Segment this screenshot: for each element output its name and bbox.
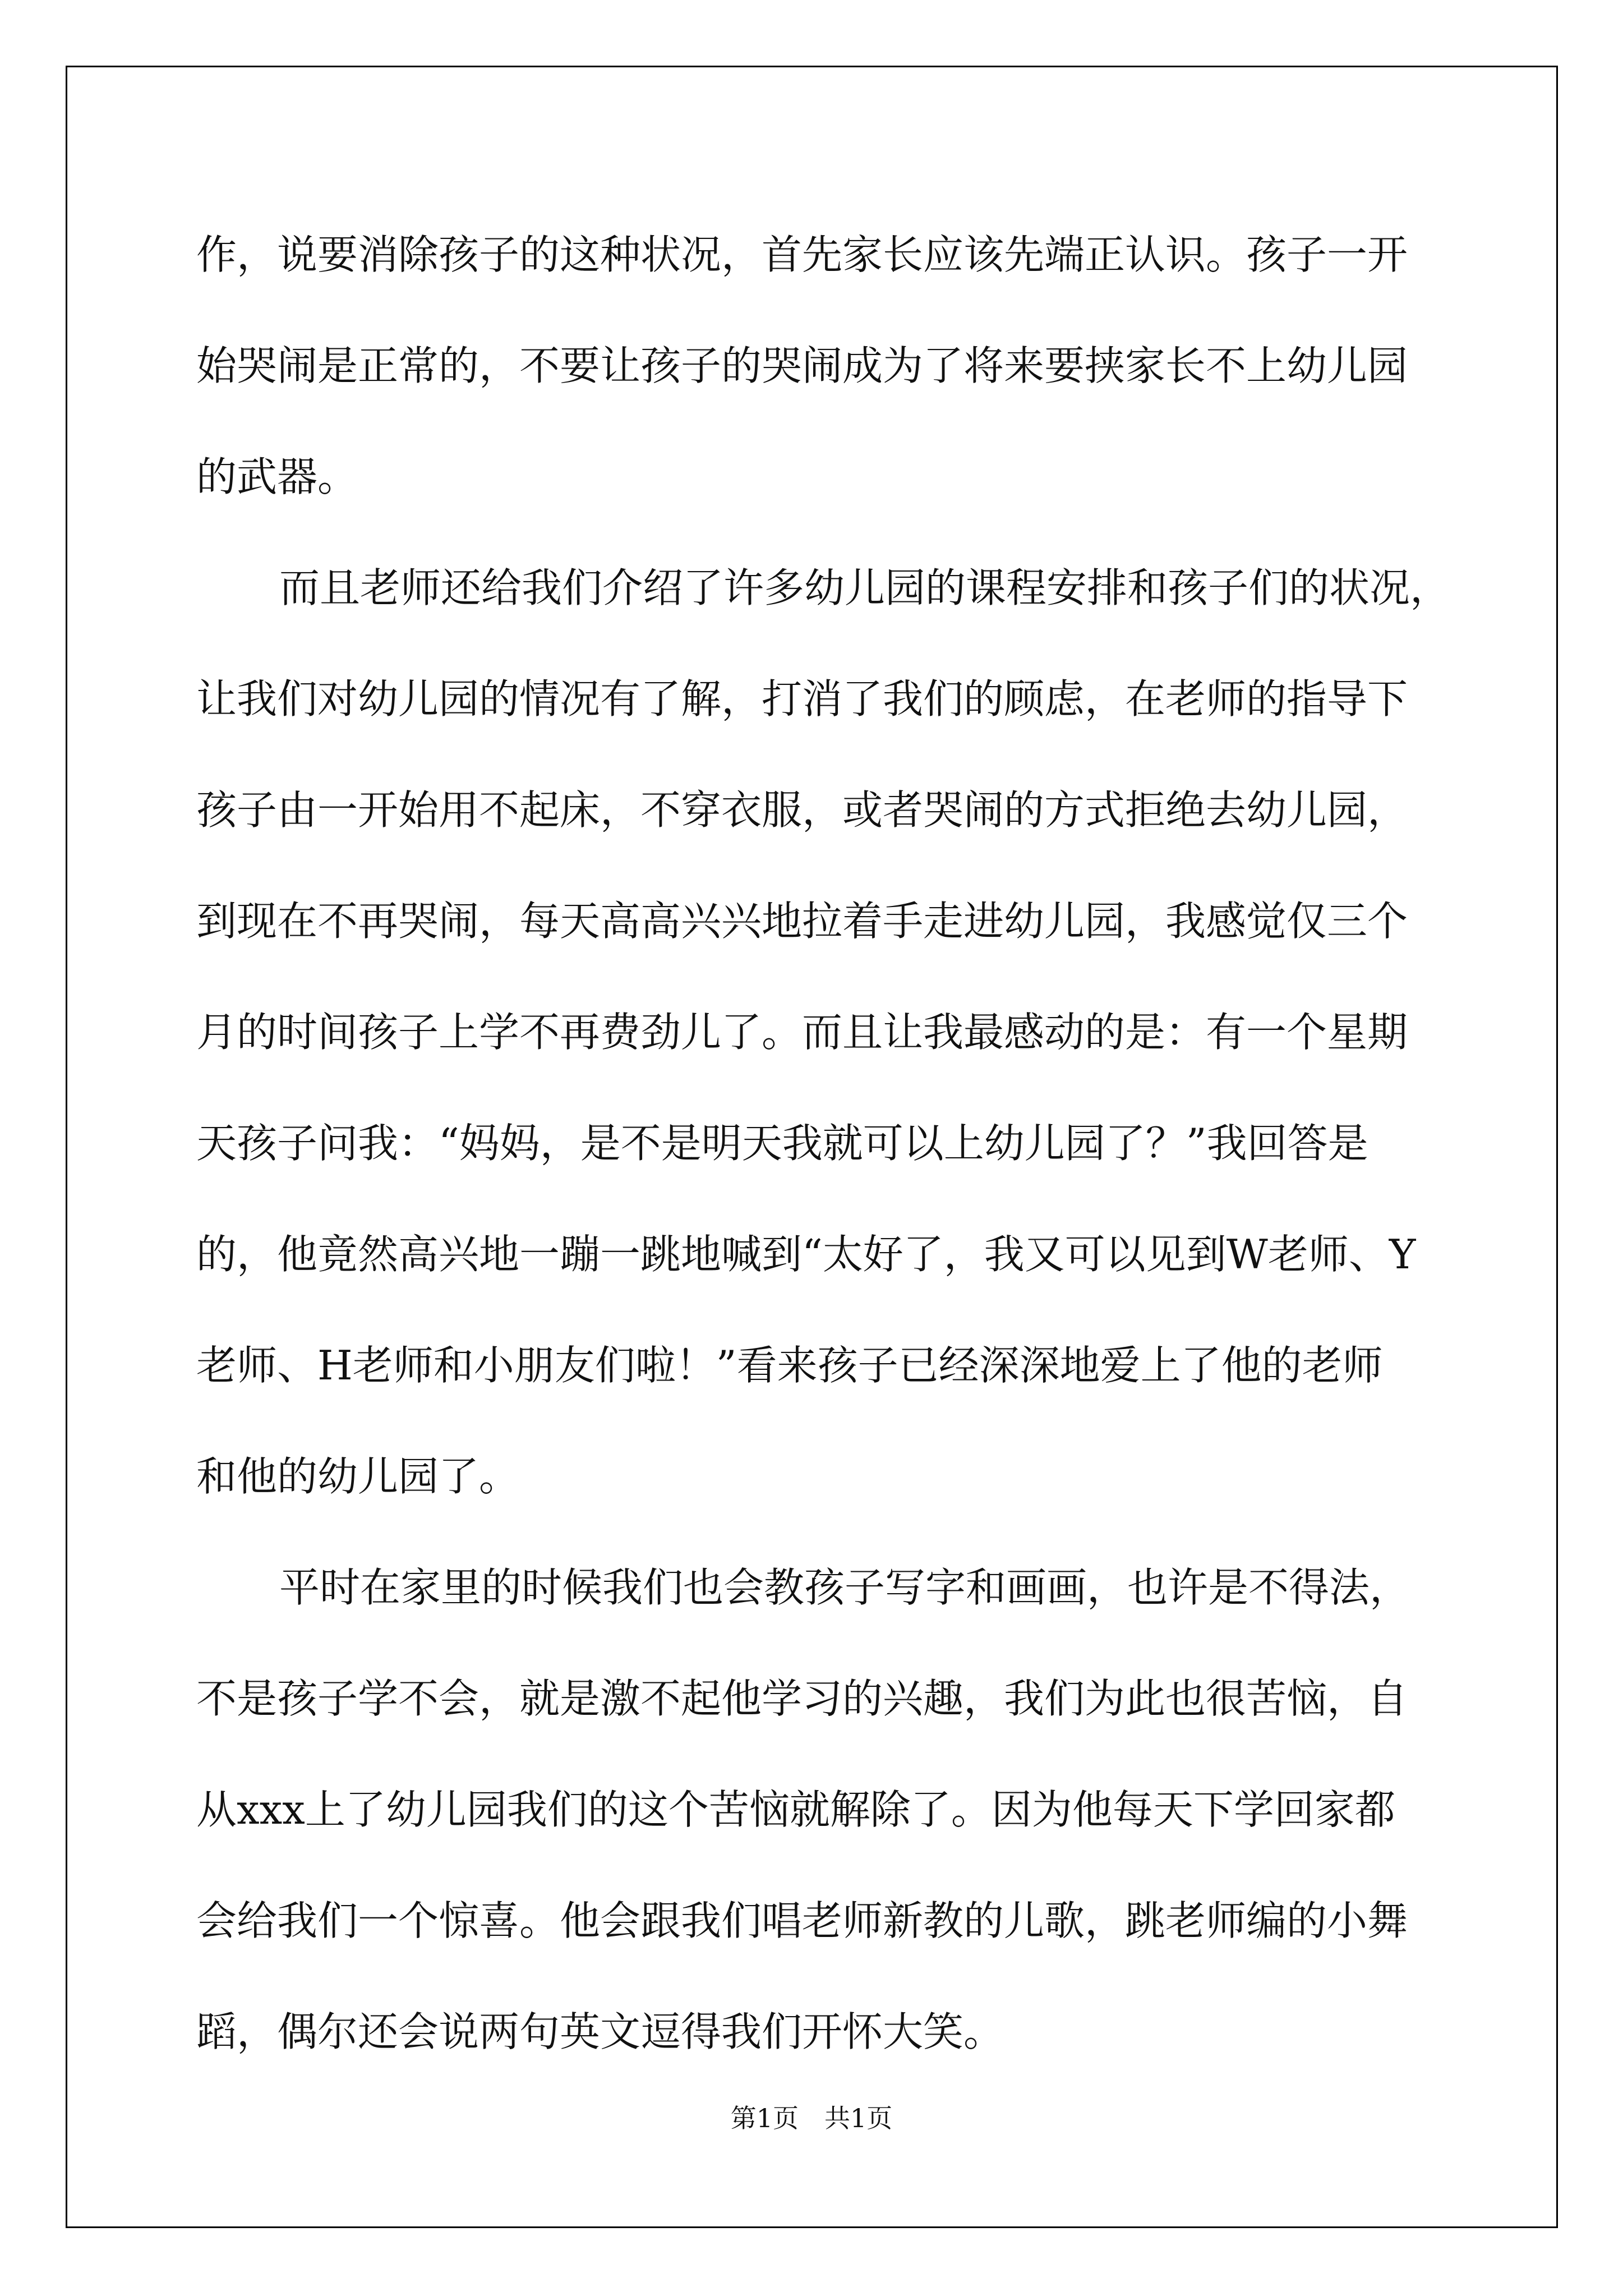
paragraph-2-line-8: 老师、H老师和小朋友们啦！”看来孩子已经深深地爱上了他的老师 (196, 1342, 1383, 1389)
paragraph-2-line-5: 月的时间孩子上学不再费劲儿了。而且让我最感动的是：有一个星期 (196, 1009, 1408, 1056)
paragraph-2-line-3: 孩子由一开始用不起床，不穿衣服，或者哭闹的方式拒绝去幼儿园， (196, 786, 1408, 834)
paragraph-3-line-3: 从xxx上了幼儿园我们的这个苦恼就解除了。因为他每天下学回家都 (196, 1786, 1395, 1833)
paragraph-2-line-2: 让我们对幼儿园的情况有了解，打消了我们的顾虑，在老师的指导下 (196, 675, 1408, 723)
paragraph-2-line-9: 和他的幼儿园了。 (196, 1453, 520, 1500)
paragraph-3-line-4: 会给我们一个惊喜。他会跟我们唱老师新教的儿歌，跳老师编的小舞 (196, 1897, 1408, 1944)
document-body (196, 199, 1451, 2087)
paragraph-1-line-2: 始哭闹是正常的，不要让孩子的哭闹成为了将来要挟家长不上幼儿园 (196, 342, 1408, 389)
paragraph-3-line-2: 不是孩子学不会，就是激不起他学习的兴趣，我们为此也很苦恼，自 (196, 1675, 1408, 1722)
paragraph-3-line-5: 蹈，偶尔还会说两句英文逗得我们开怀大笑。 (196, 2008, 1004, 2055)
paragraph-1-line-1: 作，说要消除孩子的这种状况，首先家长应该先端正认识。孩子一开 (196, 231, 1408, 278)
page-number-footer: 第1页 共1页 (730, 2103, 893, 2133)
paragraph-2-line-6: 天孩子问我：“妈妈，是不是明天我就可以上幼儿园了？”我回答是 (196, 1120, 1368, 1167)
paragraph-2-line-4: 到现在不再哭闹，每天高高兴兴地拉着手走进幼儿园，我感觉仅三个 (196, 898, 1408, 945)
paragraph-1-line-3: 的武器。 (196, 453, 358, 500)
paragraph-2-line-1: 而且老师还给我们介绍了许多幼儿园的课程安排和孩子们的状况， (279, 564, 1451, 611)
paragraph-2-line-7: 的，他竟然高兴地一蹦一跳地喊到“太好了，我又可以见到W老师、Y (196, 1231, 1416, 1278)
paragraph-3-line-1: 平时在家里的时候我们也会教孩子写字和画画，也许是不得法， (279, 1564, 1410, 1611)
